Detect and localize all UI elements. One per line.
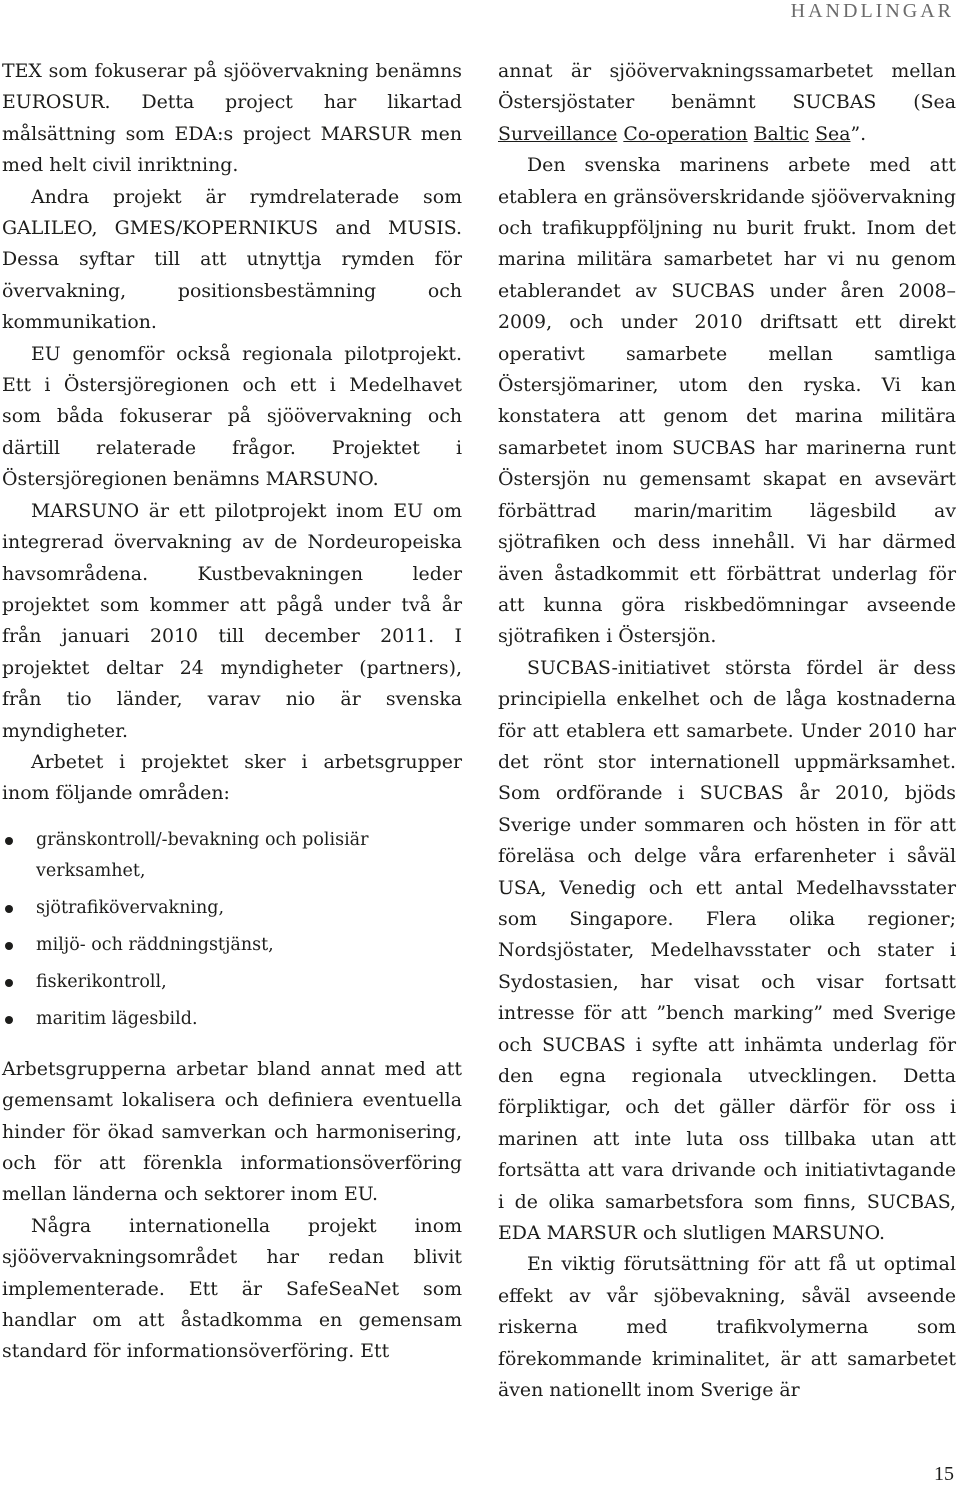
text-run: ”. <box>850 122 867 145</box>
list-item <box>2 967 462 998</box>
paragraph: SUCBAS-initiativet största fördel är dess principiella enkelhet och de låga kostnaderna för att etablera ett samarbete. Under 2010 har det rönt stor internationell uppmärksamhet. Som ordförande i SUCBAS år 2010, bjöds Sverige under sommaren och hösten in för att föreläsa och delge våra erfarenheter i såväl USA, Venedig och ett antal Medelhavsstater som Singapore. Flera olika regioner; Nordsjöstater, Medelhavsstater och stater i Sydostasien, har visat och visar fortsatt intresse för att ”bench marking” med Sverige och SUCBAS i syfte att inhämta underlag för den egna regionala utvecklingen. Detta förpliktigar, och det gäller därför för oss i marinen att inte luta oss tillbaka utan att fortsätta att vara drivande och initiativtagande i de olika samarbetsfora som finns, SUCBAS, EDA MARSUR och slutligen MARSUNO. <box>498 656 956 1245</box>
paragraph: TEX som fokuserar på sjöövervakning benämns EUROSUR. Detta project har likartad målsättning som EDA:s project MARSUR men med helt civil inriktning. <box>2 60 462 177</box>
paragraph: Den svenska marinens arbete med att etablera en gränsöverskridande sjöövervakning och trafikuppföljning nu burit frukt. Inom det marina militära samarbetet har vi nu genom etablerandet av SUCBAS under åren 2008–2009, och under 2010 driftsatt ett direkt operativt samarbete mellan samtliga Östersjömariner, utom den ryska. Vi kan konstatera att genom det marina militära samarbetet inom SUCBAS har marinerna runt Östersjön nu gemensamt skapat en avsevärt förbättrad marin/maritim lägesbild av sjötrafiken och dess innehåll. Vi har därmed även åstadkommit ett förbättrat underlag för att kunna göra riskbedömningar avseende sjötrafiken i Östersjön. <box>498 154 956 648</box>
list-item-text: miljö- och räddningstjänst, <box>36 934 274 955</box>
text-run: annat är sjöövervakningssamarbetet mellan Östersjöstater benämnt SUCBAS (Sea <box>498 60 956 114</box>
list-item <box>2 930 462 961</box>
list-item-text: maritim lägesbild. <box>36 1008 198 1029</box>
paragraph: MARSUNO är ett pilotprojekt inom EU om integrerad övervakning av de Nordeuropeiska havsområdena. Kustbevakningen leder projektet som kommer att pågå under två år från januari 2010 till december 2011. I projektet deltar 24 myndigheter (partners), från tio länder, varav nio är svenska myndigheter. <box>2 499 462 742</box>
underlined-word: Baltic <box>753 122 810 145</box>
underlined-word: Surveillance <box>498 122 618 145</box>
paragraph <box>498 56 956 150</box>
paragraph: Några internationella projekt inom sjöövervakningsområdet har redan blivit implementerade. Ett är SafeSeaNet som handlar om att åstadkomma en gemensam standard för informationsöverföring. Ett <box>2 1214 462 1363</box>
bullet-icon <box>5 942 13 950</box>
list-item <box>2 1004 462 1035</box>
bullet-icon <box>5 979 13 987</box>
list-item <box>2 893 462 924</box>
list-item-text: fiskerikontroll, <box>36 971 167 992</box>
paragraph: Andra projekt är rymdrelaterade som GALILEO, GMES/KOPERNIKUS and MUSIS. Dessa syftar till att utnyttja rymden för övervakning, positionsbestämning och kommunikation. <box>2 185 462 334</box>
paragraph: Arbetsgrupperna arbetar bland annat med att gemensamt lokalisera och definiera eventuella hinder för ökad samverkan och harmonisering, och för att förenkla informationsöverföring mellan länderna och sektorer inom EU. <box>2 1057 462 1206</box>
underlined-word: Co-operation <box>623 122 748 145</box>
paragraph: En viktig förutsättning för att få ut optimal effekt av vår sjöbevakning, såväl avseende riskerna med trafikvolymerna som förekommande kriminalitet, är att samarbetet även nationellt inom Sverige är <box>498 1253 956 1402</box>
work-areas-list <box>2 825 462 1035</box>
left-column <box>2 56 462 1368</box>
underlined-word: Sea <box>815 122 851 145</box>
bullet-icon <box>5 1016 13 1024</box>
list-item-text: sjötrafikövervakning, <box>36 897 225 918</box>
page-number: 15 <box>934 1463 954 1485</box>
paragraph: Arbetet i projektet sker i arbetsgrupper inom följande områden: <box>2 750 462 805</box>
paragraph: EU genomför också regionala pilotprojekt. Ett i Östersjöregionen och ett i Medelhavet som båda fokuserar på sjöövervakning och därtill relaterade frågor. Projektet i Östersjöregionen benämns MARSUNO. <box>2 342 462 491</box>
bullet-icon <box>5 837 13 845</box>
bullet-icon <box>5 905 13 913</box>
right-column <box>498 56 956 1406</box>
list-item-text: gränskontroll/-bevakning och polisiär verksamhet, <box>36 829 369 881</box>
list-item <box>2 825 462 887</box>
running-header: HANDLINGAR <box>790 0 954 22</box>
